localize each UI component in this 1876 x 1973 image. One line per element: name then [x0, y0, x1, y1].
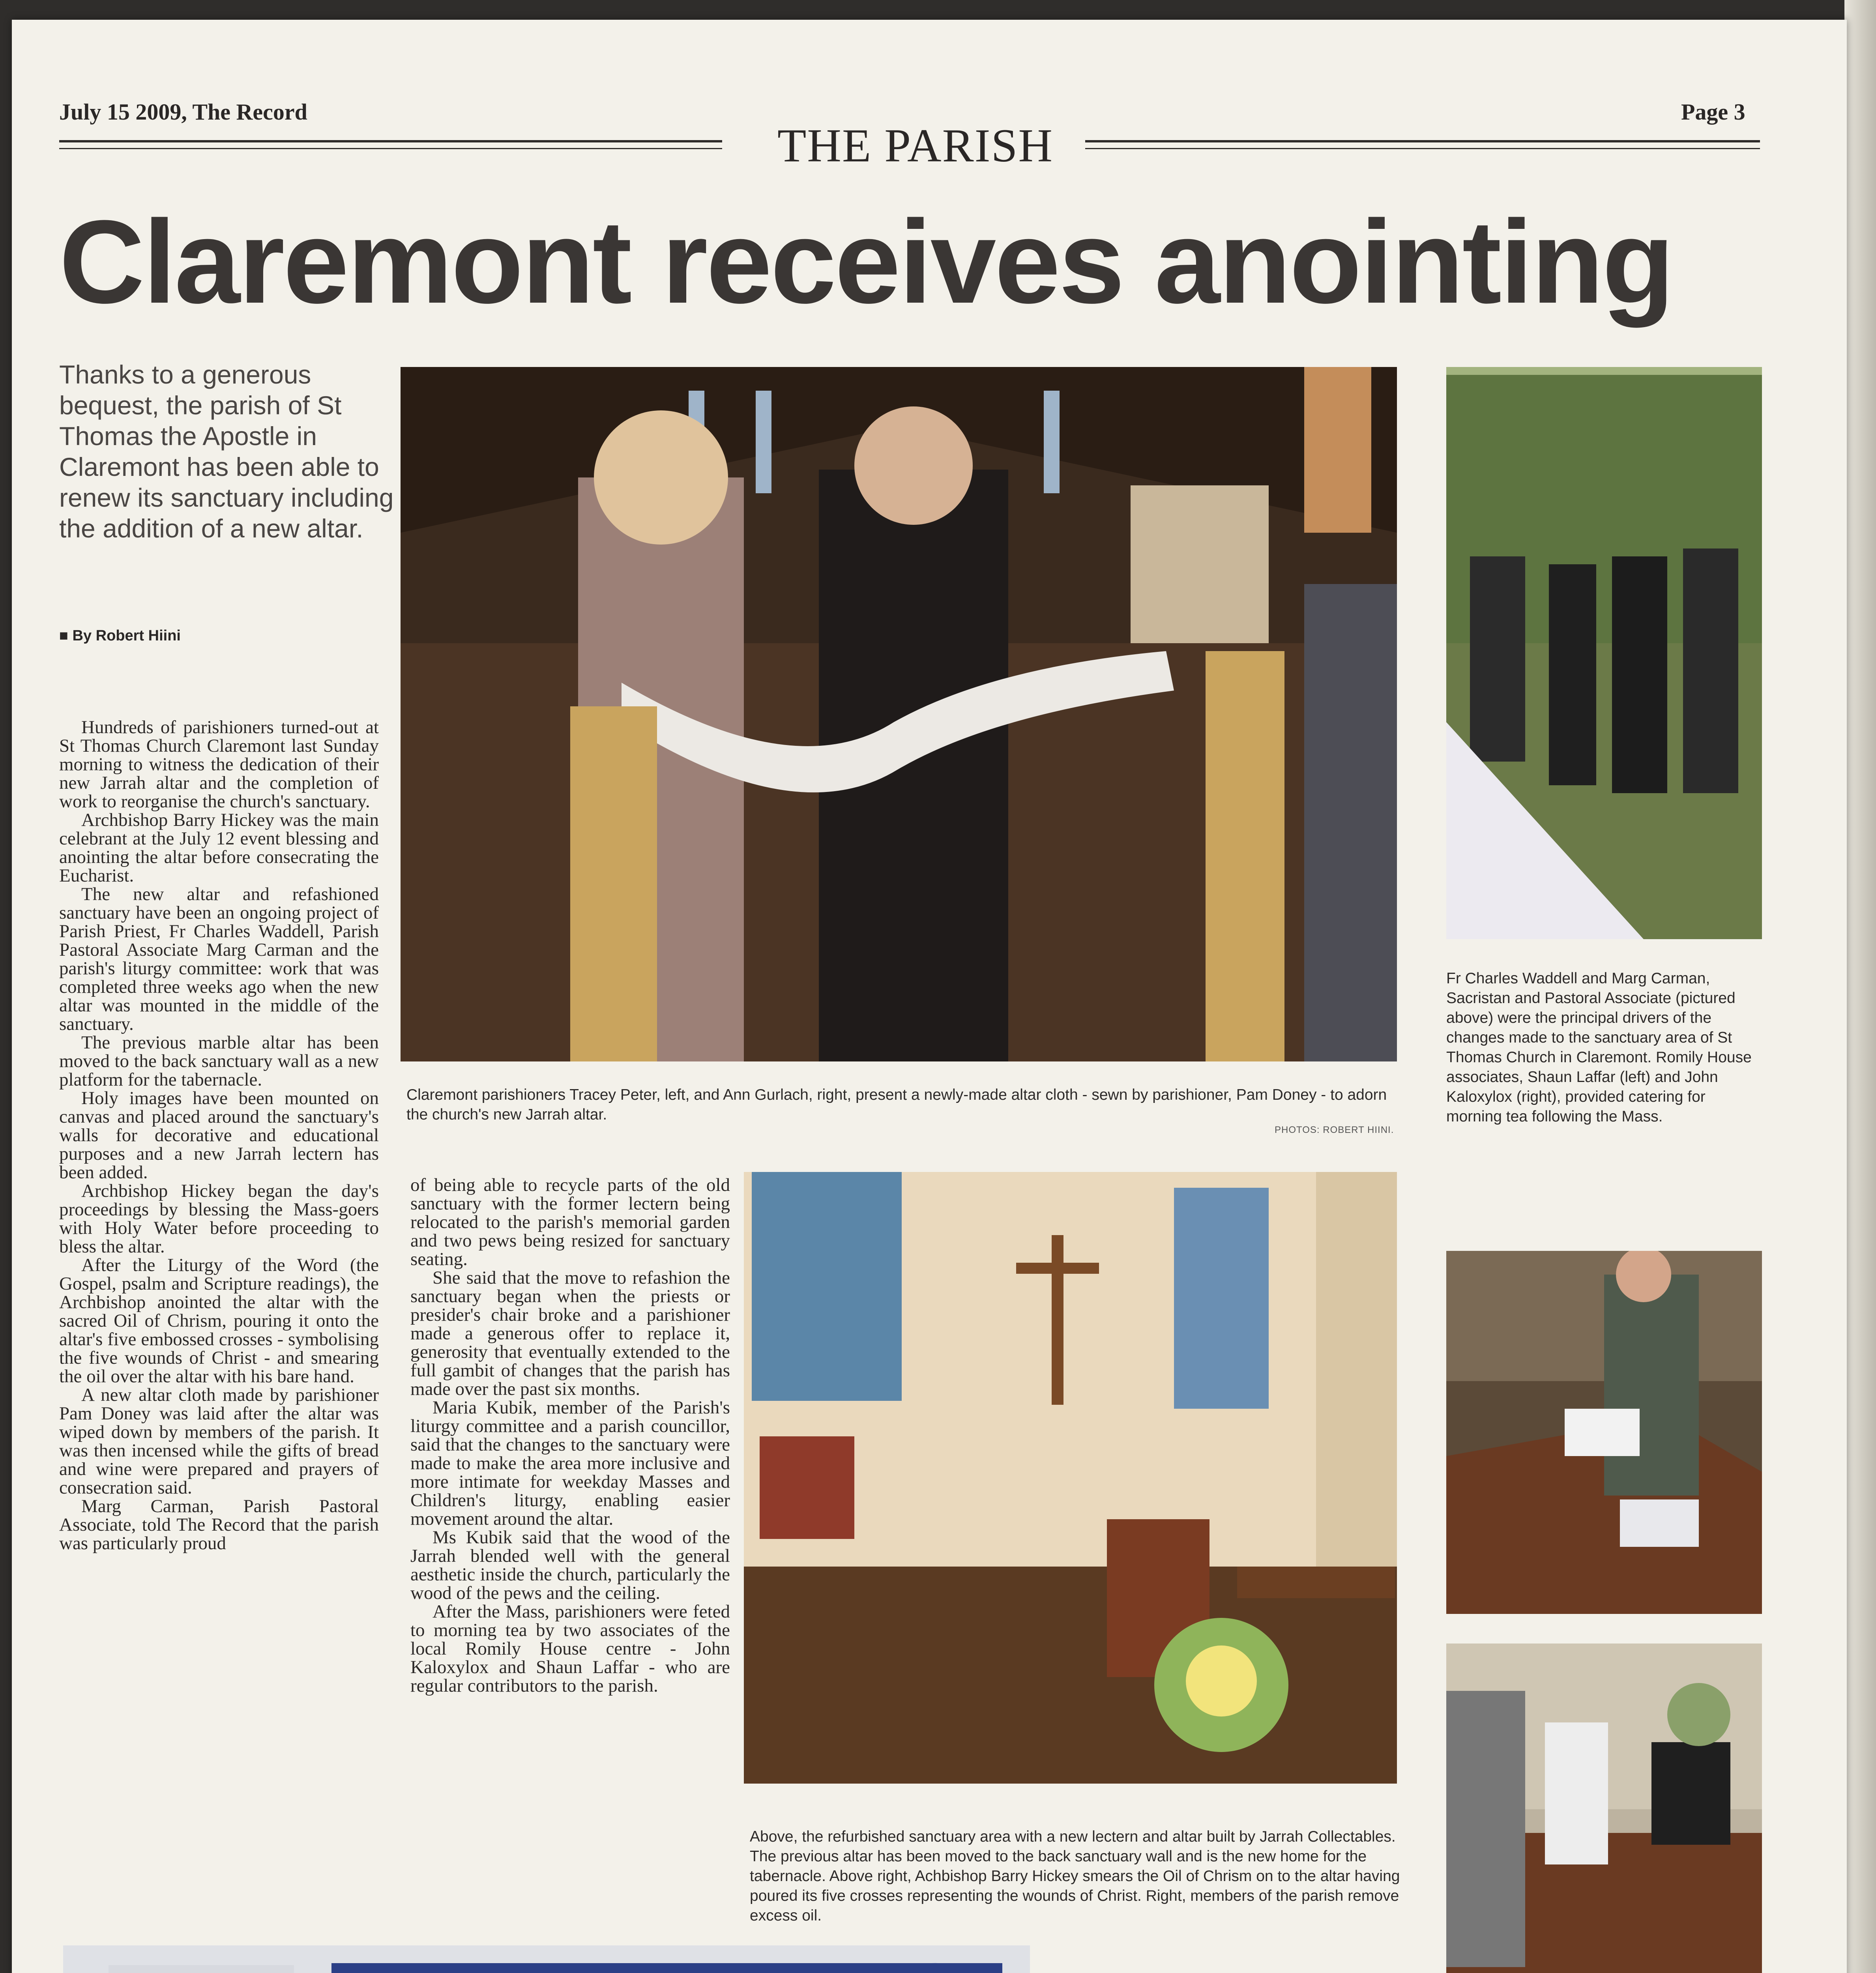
body-paragraph: Ms Kubik said that the wood of the Jarrah blended well with the general aesthetic inside the church, particularly the wood of the pews and the ceiling. — [410, 1527, 730, 1603]
photo-waddell-carman — [1446, 367, 1762, 939]
standfirst-line: the addition of a new altar. — [59, 514, 363, 543]
body-paragraph: Holy images have been mounted on canvas and placed around the sanctuary's walls for decorative and educational purposes and a new Jarrah lectern has been added. — [59, 1088, 379, 1183]
portrait-john-hughes — [109, 1965, 294, 1973]
photo-parish-remove-oil — [1446, 1644, 1762, 1973]
body-paragraph: Archbishop Barry Hickey was the main celebrant at the July 12 event blessing and anointing the altar before consecrating the Eucharist. — [59, 810, 379, 886]
folio-page-number: Page 3 — [1681, 99, 1745, 125]
body-paragraph: Maria Kubik, member of the Parish's liturgy committee and a parish councillor, said that the changes to the sanctuary were made to make the area more inclusive and more intimate for weekday Masses and Children's liturgy, enabling easier movement around the altar. — [410, 1397, 730, 1529]
body-paragraph: Archbishop Hickey began the day's proceedings by blessing the Mass-goers with Holy Water before proceeding to bless the altar. — [59, 1181, 379, 1257]
body-paragraph: A new altar cloth made by parishioner Pam Doney was laid after the altar was wiped down by members of the parish. It was then incensed while the gifts of bread and wine were prepared and prayers of consecration said. — [59, 1385, 379, 1498]
caption-bottom: Above, the refurbished sanctuary area with a new lectern and altar built by Jarrah Collectables. The previous altar has been moved to the back sanctuary wall and is the new home for the tabernacle. Above right, Achbishop Barry Hickey smears the Oil of Chrism on to the altar having poured its five crosses representing the wounds of Christ. Right, members of the parish remove excess oil. — [750, 1828, 1400, 1924]
photo-altar-cloth — [401, 367, 1397, 1061]
masthead-rule-right-thin — [1085, 148, 1760, 149]
photo-credit: PHOTOS: ROBERT HIINI. — [1275, 1125, 1394, 1135]
masthead-rule-left-thin — [59, 148, 722, 149]
page-edge — [1844, 0, 1876, 1973]
section-title: THE PARISH — [777, 119, 1054, 172]
masthead-rule-right — [1085, 140, 1760, 142]
body-paragraph: She said that the move to refashion the sanctuary began when the priests or presider's chair broke and a parishioner made a generous offer to replace it, generosity that eventually extended to the full gambit of changes that the parish has made over the past six months. — [410, 1267, 730, 1399]
body-paragraph: Hundreds of parishioners turned-out at St Thomas Church Claremont last Sunday morning to witness the dedication of their new Jarrah altar and the completion of work to reorganise the church's sanctuary. — [59, 717, 379, 812]
photo-archbishop-anointing — [1446, 1251, 1762, 1614]
body-paragraph: of being able to recycle parts of the old sanctuary with the former lectern being relocated to the parish's memorial garden and two pews being resized for sanctuary seating. — [410, 1175, 730, 1269]
caption-main: Claremont parishioners Tracey Peter, left, and Ann Gurlach, right, present a newly-made altar cloth - sewn by parishioner, Pam Doney - to adorn the church's new Jarrah altar. — [406, 1086, 1387, 1123]
byline: ■ By Robert Hiini — [59, 627, 181, 644]
body-paragraph: After the Liturgy of the Word (the Gospel, psalm and Scripture readings), the Archbishop anointed the altar with the sacred Oil of Chrism, pouring it onto the altar's five embossed crosses - symbolising the five wounds of Christ - and smearing the oil over the altar with his bare hand. — [59, 1255, 379, 1387]
caption-right: Fr Charles Waddell and Marg Carman, Sacristan and Pastoral Associate (pictured above) were the principal drivers of the changes made to the sanctuary area of St Thomas Church in Claremont. Romily House associates, Shaun Laffar (left) and John Kaloxylox (right), provided catering for morning tea following the Mass. — [1446, 970, 1752, 1125]
standfirst-line: Claremont has been able to — [59, 452, 379, 481]
standfirst-line: Thanks to a generous — [59, 360, 311, 389]
body-paragraph: After the Mass, parishioners were feted to morning tea by two associates of the local Romily House centre - John Kaloxylox and Shaun Laffar - who are regular contributors to the parish. — [410, 1601, 730, 1696]
photo-sanctuary — [744, 1172, 1397, 1784]
standfirst-line: bequest, the parish of St — [59, 391, 342, 420]
body-column-2 — [410, 1176, 730, 1695]
masthead-rule-left — [59, 140, 722, 142]
standfirst-line: Thomas the Apostle in — [59, 421, 317, 451]
body-paragraph: The previous marble altar has been moved to the back sanctuary wall as a new platform for the tabernacle. — [59, 1032, 379, 1090]
ad-john-hughes — [63, 1945, 1030, 1973]
newspaper-page — [12, 20, 1847, 1973]
folio-date: July 15 2009, The Record — [59, 99, 307, 125]
headline: Claremont receives anointing — [59, 195, 1673, 328]
body-column-1 — [59, 718, 379, 1553]
standfirst — [59, 359, 399, 544]
body-paragraph: Marg Carman, Parish Pastoral Associate, told The Record that the parish was particularly proud — [59, 1496, 379, 1554]
standfirst-line: renew its sanctuary including — [59, 483, 394, 512]
ad-title-bar — [331, 1963, 1002, 1973]
body-paragraph: The new altar and refashioned sanctuary have been an ongoing project of Parish Priest, Fr Charles Waddell, Parish Pastoral Associate Marg Carman and the parish's liturgy committee: work that was completed three weeks ago when the new altar was mounted in the middle of the sanctuary. — [59, 884, 379, 1034]
